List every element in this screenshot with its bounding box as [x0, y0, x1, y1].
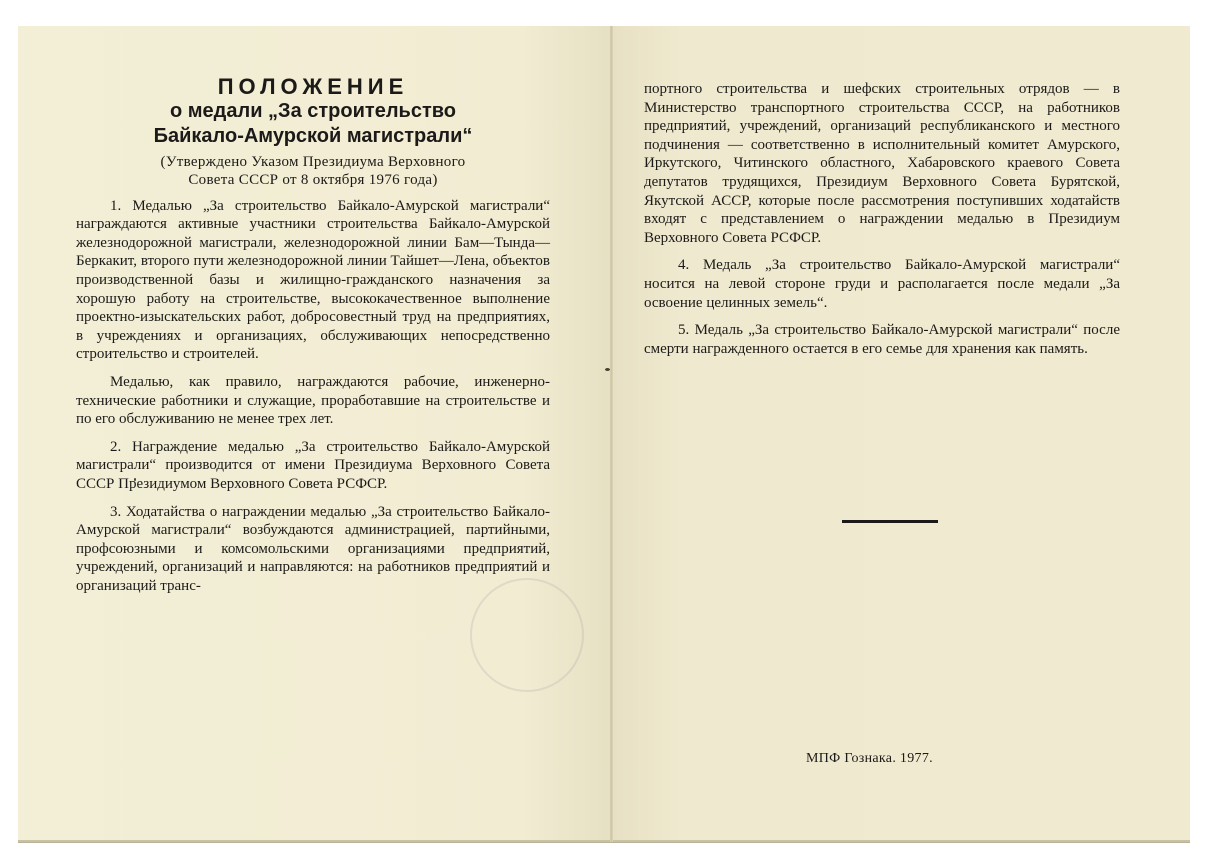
right-column: [644, 80, 1120, 367]
document-subtitle-line-2: Байкало-Амурской магистрали“: [153, 124, 473, 147]
approval-note-line-1: (Утверждено Указом Президиума Верховного: [160, 153, 466, 170]
paragraph-3: 3. Ходатайства о награждении медалью „За строительство Байкало-Амурской магистрали“ возбуждаются администрацией, партийными, профсоюзными и комсомольскими организациями предприятий, учреждений, организаций и направляются: на работников предприятий и организаций транс-: [76, 503, 550, 594]
left-column: [76, 74, 550, 604]
paper-speck: [605, 368, 610, 371]
approval-note: [76, 153, 550, 189]
paragraph-4: 4. Медаль „За строительство Байкало-Амурской магистрали“ носится на левой стороне груди и располагается после медали „За освоение целинных земель“.: [644, 257, 1120, 311]
printer-imprint: МПФ Гознака. 1977.: [806, 751, 933, 766]
document-title: ПОЛОЖЕНИЕ: [217, 74, 409, 99]
closing-rule: [842, 520, 938, 523]
paragraph-1-continuation: Медалью, как правило, награждаются рабочие, инженерно-технические работники и служащие, проработавшие на строительстве и по его обслуживанию не менее трех лет.: [76, 373, 550, 428]
center-fold: [610, 26, 613, 842]
paragraph-5: 5. Медаль „За строительство Байкало-Амурской магистрали“ после смерти награжденного остается в его семье для хранения как память.: [644, 322, 1120, 357]
document-subtitle-line-1: о медали „За строительство: [169, 99, 456, 122]
paragraph-1: 1. Медалью „За строительство Байкало-Амурской магистрали“ награждаются активные участники строительства Байкало-Амурской железнодорожной магистрали, железнодорожной линии Бам—Тында—Беркакит, второго пути железнодорожной линии Тайшет—Лена, объектов производственной базы и жилищно-гражданского назначения за хорошую работу на строительстве, высококачественное выполнение проектно-изыскательских работ, добросовестный труд на предприятиях, в учреждениях и организациях, обслуживающих непосредственно строительство и строителей.: [76, 197, 550, 363]
paragraph-3-continuation: портного строительства и шефских строительных отрядов — в Министерство транспортного строительства СССР, на работников предприятий, учреждений, организаций республиканского и местного подчинения — соответственно в исполнительный комитет Амурского, Иркутского, Читинского областного, Хабаровского краевого Совета депутатов трудящихся, Президиум Верховного Совета Бурятской, Якутской АССР, которые после рассмотрения поступивших ходатайств входят с представлением о награждении медалью в Президиум Верховного Совета РСФСР.: [644, 81, 1120, 246]
paragraph-2: 2. Награждение медалью „За строительство Байкало-Амурской магистрали“ производится от имени Президиума Верховного Совета СССР Президиумом Верховного Совета РСФСР.: [76, 438, 550, 492]
approval-note-line-2: Совета СССР от 8 октября 1976 года): [188, 171, 438, 188]
